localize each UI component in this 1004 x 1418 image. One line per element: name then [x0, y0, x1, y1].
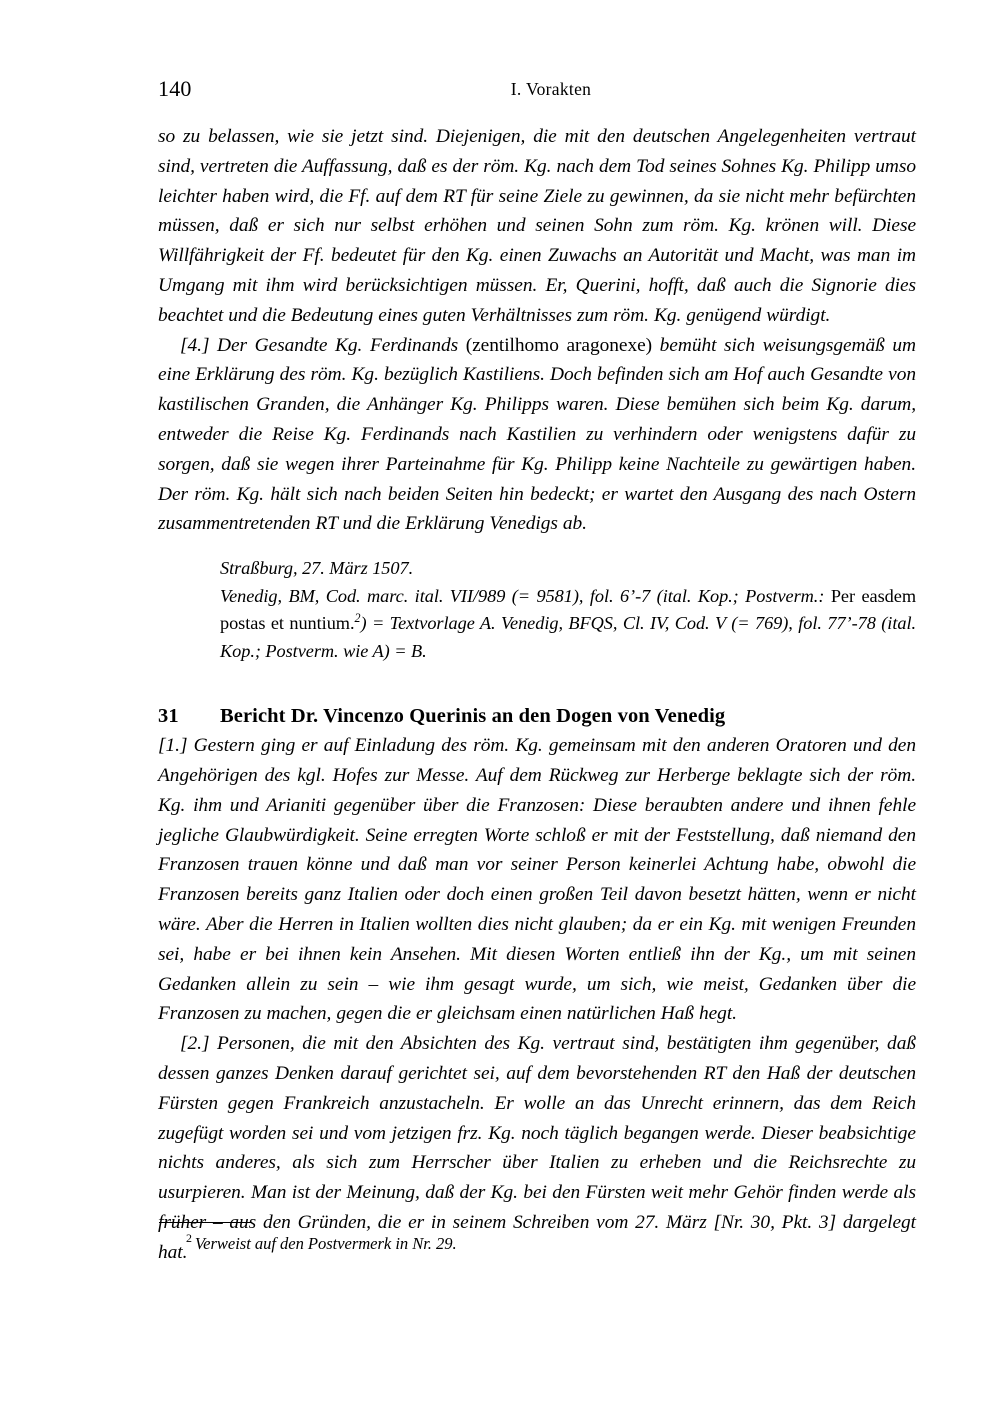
- footnote-text: Verweist auf den Postvermerk in Nr. 29.: [194, 1234, 457, 1253]
- section-number: 31: [158, 705, 179, 728]
- section-title: Bericht Dr. Vincenzo Querinis an den Dogen von Venedig: [220, 705, 726, 728]
- footnote-marker: 2: [186, 1231, 192, 1246]
- source-reference: [220, 583, 916, 666]
- source-place-date: Straßburg, 27. März 1507.: [220, 558, 414, 579]
- paragraph-4-rest: bemüht sich weisungsgemäß um eine Erklärung des röm. Kg. bezüglich Kastiliens. Doch befinden sich am Hof auch Gesandte von kastilischen Granden, die Anhänger Kg. Philipps waren. Diese bemühen sich beim Kg. darum, entweder die Reise Kg. Ferdinands nach Kastilien zu verhindern oder wenigstens dafür zu sorgen, daß sie wegen ihrer Parteinahme für Kg. Philipp keine Nachteile zu gewärtigen haben. Der röm. Kg. hält sich nach beiden Seiten hin bedeckt; er wartet den Ausgang des nach Ostern zusammentretenden RT und die Erklärung Venedigs ab.: [158, 334, 916, 535]
- page-number: 140: [158, 76, 192, 101]
- source-note: [220, 555, 916, 665]
- paragraph-4: [158, 331, 916, 540]
- report-paragraph-2: [2.] Personen, die mit den Absichten des Kg. vertraut sind, bestätigten ihm gegenüber, daß dessen ganzes Denken darauf gerichtet sei, auf dem bevorstehenden RT den Haß der deutschen Fürsten gegen Frankreich anzustacheln. Er wolle an das Unrecht erinnern, das dem Reich zugefügt worden sei und vom jetzigen frz. Kg. noch täglich begangen werde. Dieser beabsichtige nichts anderes, als sich zum Herrscher über Italien zu erheben und die Reichsrechte zu usurpieren. Man ist der Meinung, daß der Kg. bei den Fürsten weit mehr Gehör finden werde als früher – aus den Gründen, die er in seinem Schreiben vom 27. März [Nr. 30, Pkt. 3] dargelegt hat.: [158, 1033, 916, 1263]
- latin-phrase-zentilhomo: (zentilhomo aragonexe): [465, 334, 653, 356]
- source-ref-b: ) = Textvorlage A. Venedig, BFQS, Cl. IV, Cod. V (= 769), fol. 77’-78 (ital. Kop.; Postverm. wie A) = B.: [220, 613, 916, 661]
- report-paragraph-1: [1.] Gestern ging er auf Einladung des röm. Kg. gemeinsam mit den anderen Oratoren und den Angehörigen des kgl. Hofes zur Messe. Auf dem Rückweg zur Herberge beklagte sich der röm. Kg. ihm und Arianiti gegenüber über die Franzosen: Diese beraubten andere und ihnen fehle jegliche Glaubwürdigkeit. Seine erregten Worte schloß er mit der Feststellung, daß niemand den Franzosen trauen könne und daß man vor seiner Person keinerlei Achtung habe, obwohl die Franzosen bereits ganz Italien oder doch einen großen Teil davon besetzt hätten, wenn er nicht wäre. Aber die Herren in Italien wollten dies nicht glauben; da er ein Kg. mit wenigen Freunden sei, habe er bei ihnen kein Ansehen. Mit diesen Worten entließ ihn der Kg., um mit seinen Gedanken allein zu sein – wie ihm gesagt wurde, um sich, wie meist, Gedanken über die Franzosen zu machen, gegen die er gleichsam einen natürlichen Haß hegt.: [158, 735, 916, 1025]
- running-title: I. Vorakten: [510, 79, 592, 99]
- source-ref-a: Venedig, BM, Cod. marc. ital. VII/989 (= 9581), fol. 6’-7 (ital. Kop.; Postverm.:: [220, 585, 831, 606]
- section-heading: [158, 701, 916, 731]
- running-head: [158, 76, 916, 102]
- main-text-block: [158, 122, 916, 1268]
- source-postverm-latin: Per easdem postas et nuntium.: [220, 585, 916, 634]
- footnote-entry: [158, 1232, 916, 1256]
- source-footnote-ref: 2: [354, 611, 361, 626]
- paragraph-4-lead: [4.] Der Gesandte Kg. Ferdinands: [180, 334, 466, 356]
- footnote-area: [158, 1222, 916, 1256]
- footnote-separator-rule: [159, 1222, 252, 1223]
- paragraph-continued: so zu belassen, wie sie jetzt sind. Diejenigen, die mit den deutschen Angelegenheiten vertraut sind, vertreten die Auffassung, daß es der röm. Kg. nach dem Tod seines Sohnes Kg. Philipp umso leichter haben wird, die Ff. auf dem RT für seine Ziele zu gewinnen, da sie nicht mehr befürchten müssen, daß er sich nur selbst erhöhen und seinen Sohn zum röm. Kg. krönen will. Diese Willfährigkeit der Ff. bedeutet für den Kg. einen Zuwachs an Autorität und Macht, was man im Umgang mit ihm wird berücksichtigen müssen. Er, Querini, hofft, daß auch die Signorie dies beachtet und die Bedeutung eines guten Verhältnisses zum röm. Kg. genügend würdigt.: [158, 126, 916, 326]
